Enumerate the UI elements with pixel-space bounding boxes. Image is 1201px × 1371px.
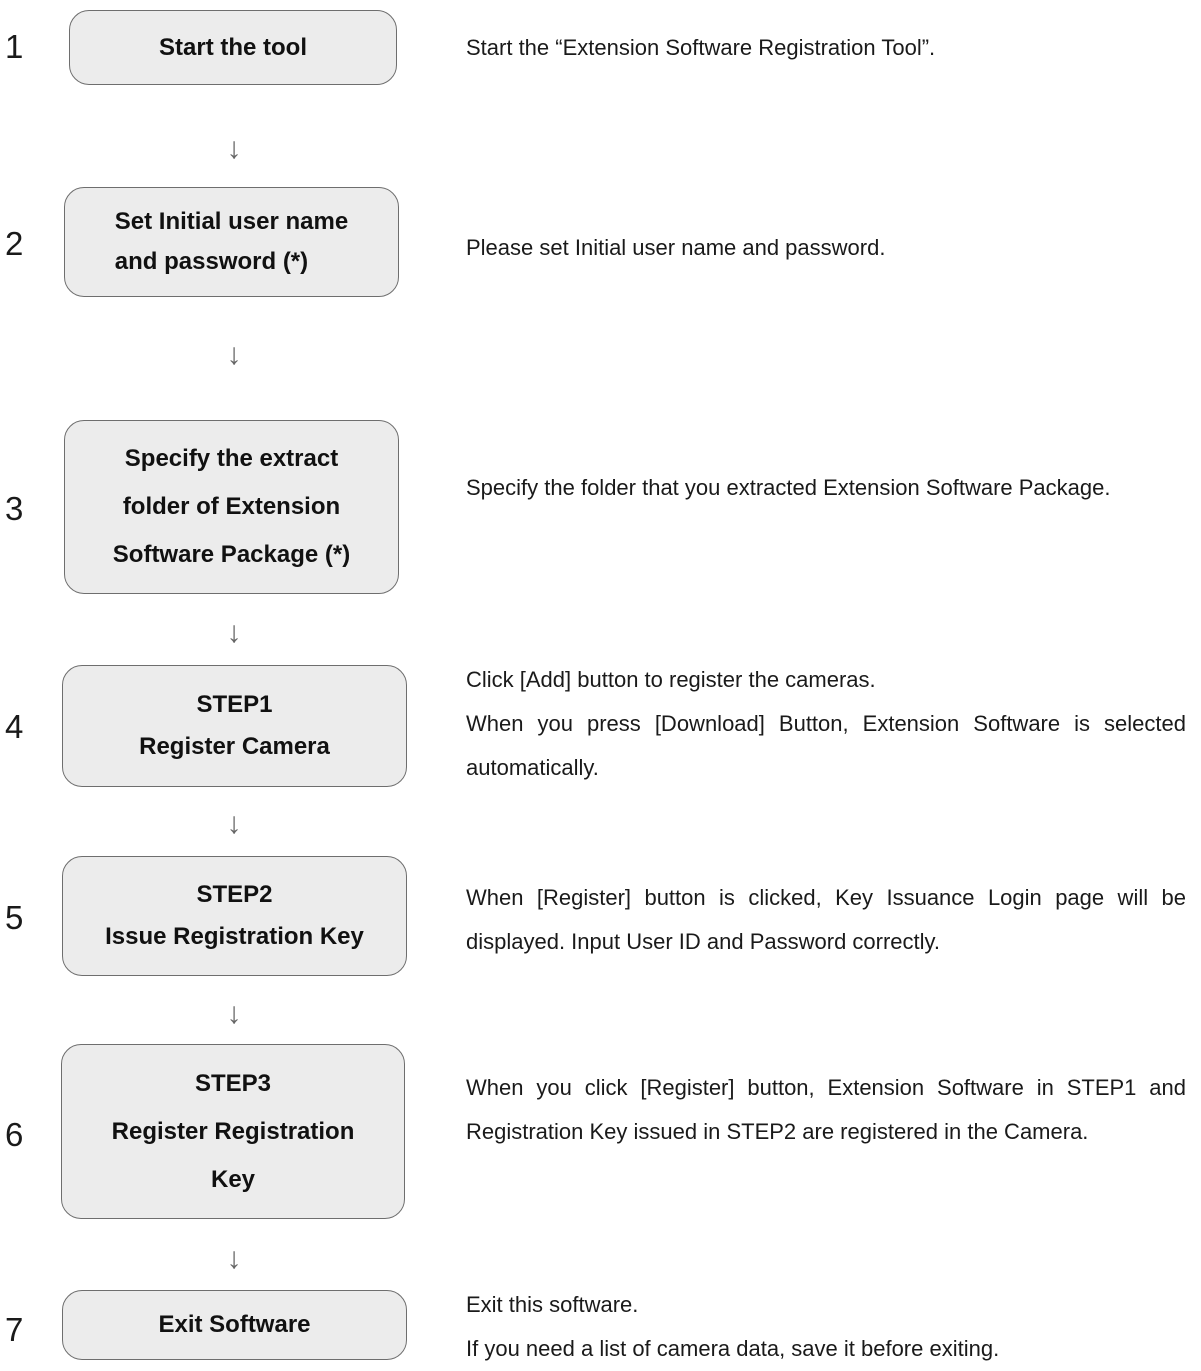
description-line: When you press [Download] Button, Extension Software is selected automatically. xyxy=(466,711,1186,780)
down-arrow-icon: ↓ xyxy=(226,616,242,649)
step-box-register-key xyxy=(61,1044,405,1219)
step-number-2: 2 xyxy=(5,225,24,262)
step-box-register-camera xyxy=(62,665,407,787)
down-arrow-icon: ↓ xyxy=(226,997,242,1030)
step-description-7 xyxy=(466,1283,1186,1371)
step-box-label: Specify the extract folder of Extension Software Package (*) xyxy=(112,445,351,568)
step-number-3: 3 xyxy=(5,490,24,527)
description-line: Specify the folder that you extracted Extension Software Package. xyxy=(466,475,1111,500)
step-number-7: 7 xyxy=(5,1311,24,1348)
step-box-label: Exit Software xyxy=(158,1311,311,1338)
step-box-issue-key xyxy=(62,856,407,976)
step-description-3 xyxy=(466,466,1186,510)
description-line: When you click [Register] button, Extension Software in STEP1 and Registration Key issued in STEP2 are registered in the Camera. xyxy=(466,1075,1186,1144)
description-line: Click [Add] button to register the cameras. xyxy=(466,667,876,692)
step-description-5 xyxy=(466,876,1186,964)
step-description-2 xyxy=(466,226,1186,270)
step-box-label: STEP3 Register Registration Key xyxy=(111,1069,355,1193)
description-line: If you need a list of camera data, save it before exiting. xyxy=(466,1336,1000,1361)
step-box-label: Set Initial user name and password (*) xyxy=(114,208,349,275)
step-number-5: 5 xyxy=(5,899,24,936)
step-number-6: 6 xyxy=(5,1116,24,1153)
step-description-4 xyxy=(466,658,1186,790)
step-box-label: Start the tool xyxy=(159,33,307,61)
step-description-6 xyxy=(466,1066,1186,1154)
step-box-start-tool xyxy=(69,10,397,85)
down-arrow-icon: ↓ xyxy=(226,132,242,165)
step-box-specify-folder xyxy=(64,420,399,594)
step-box-set-credentials xyxy=(64,187,399,297)
step-number-1: 1 xyxy=(5,28,24,65)
description-line: Please set Initial user name and password. xyxy=(466,235,886,260)
step-description-1 xyxy=(466,26,1186,70)
down-arrow-icon: ↓ xyxy=(226,1242,242,1275)
step-box-exit-software xyxy=(62,1290,407,1360)
description-line: Exit this software. xyxy=(466,1292,639,1317)
step-box-label: STEP1 Register Camera xyxy=(139,691,330,760)
step-box-label: STEP2 Issue Registration Key xyxy=(105,881,364,950)
step-number-4: 4 xyxy=(5,708,24,745)
down-arrow-icon: ↓ xyxy=(226,338,242,371)
description-line: Start the “Extension Software Registration Tool”. xyxy=(466,35,936,60)
description-line: When [Register] button is clicked, Key Issuance Login page will be displayed. Input User ID and Password correctly. xyxy=(466,885,1186,954)
down-arrow-icon: ↓ xyxy=(226,807,242,840)
